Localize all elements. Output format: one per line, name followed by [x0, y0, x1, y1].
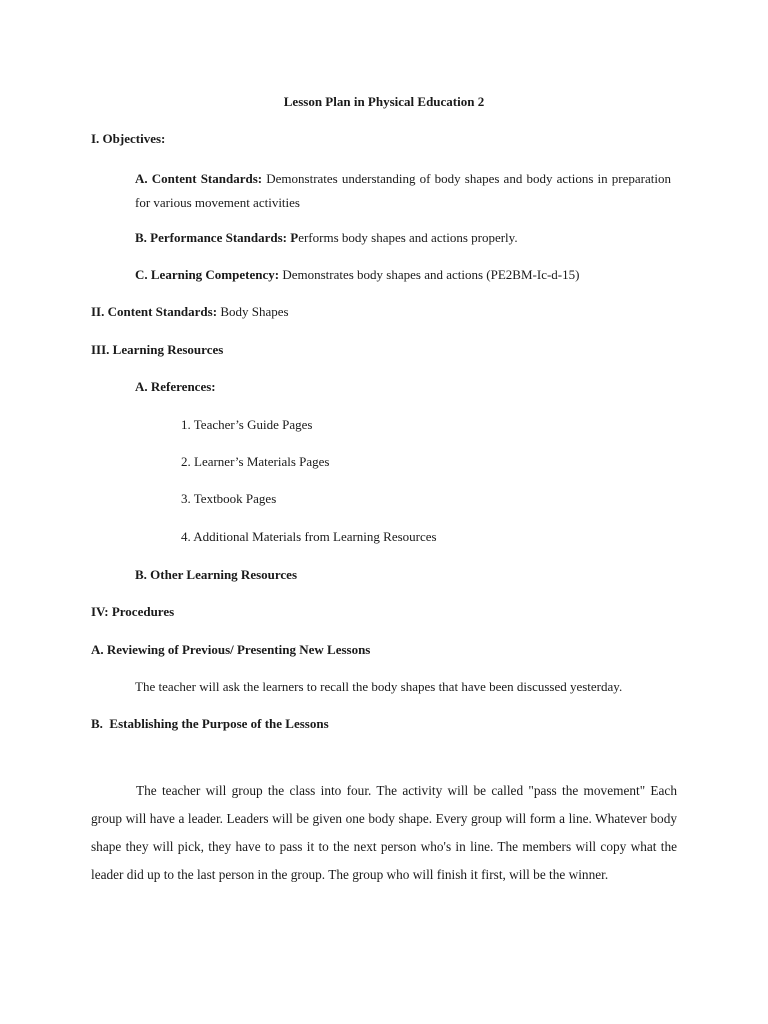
learning-competency-text: Demonstrates body shapes and actions (PE2BM-Ic-d-15) [282, 267, 580, 282]
reference-item: 2. Learner’s Materials Pages [181, 454, 330, 469]
content-standards-text: Demonstrates understanding of body shapes and body actions in preparation for various movement activities [135, 171, 671, 210]
learning-competency-paragraph [135, 266, 579, 284]
reference-item: 4. Additional Materials from Learning Resources [181, 529, 437, 544]
content-standards-label: A. Content Standards: [135, 171, 263, 186]
performance-standards-paragraph [135, 229, 518, 247]
learning-competency-label: C. Learning Competency: [135, 267, 280, 282]
section-a-heading: A. Reviewing of Previous/ Presenting New Lessons [91, 642, 371, 657]
reference-item: 1. Teacher’s Guide Pages [181, 417, 313, 432]
content-standards-2-label: II. Content Standards: [91, 304, 218, 319]
other-resources-heading: B. Other Learning Resources [135, 567, 298, 582]
references-heading: A. References: [135, 379, 216, 394]
performance-standards-text: erforms body shapes and actions properly. [298, 230, 518, 245]
section-b-text: The teacher will group the class into four. The activity will be called "pass the movement" Each group will have a leader. Leaders will be given one body shape. Every group will form a line. Whatever body shape they will pick, they have to pass it to the next person who's in line. The members will copy what the leader did up to the last person in the group. The group who will finish it first, will be the winner. [91, 783, 677, 882]
content-standards-2-text: Body Shapes [220, 304, 289, 319]
section-a-text: The teacher will ask the learners to recall the body shapes that have been discussed yesterday. [135, 679, 623, 694]
reference-item: 3. Textbook Pages [181, 491, 277, 506]
objectives-heading: I. Objectives: [91, 131, 166, 146]
document-title: Lesson Plan in Physical Education 2 [283, 94, 485, 109]
performance-standards-label: B. Performance Standards: P [135, 230, 299, 245]
learning-resources-heading: III. Learning Resources [91, 342, 224, 357]
content-standards-2-paragraph [91, 303, 289, 321]
section-b-heading: B. Establishing the Purpose of the Lessons [91, 716, 329, 731]
content-standards-paragraph [135, 167, 671, 215]
procedures-heading: IV: Procedures [91, 604, 175, 619]
